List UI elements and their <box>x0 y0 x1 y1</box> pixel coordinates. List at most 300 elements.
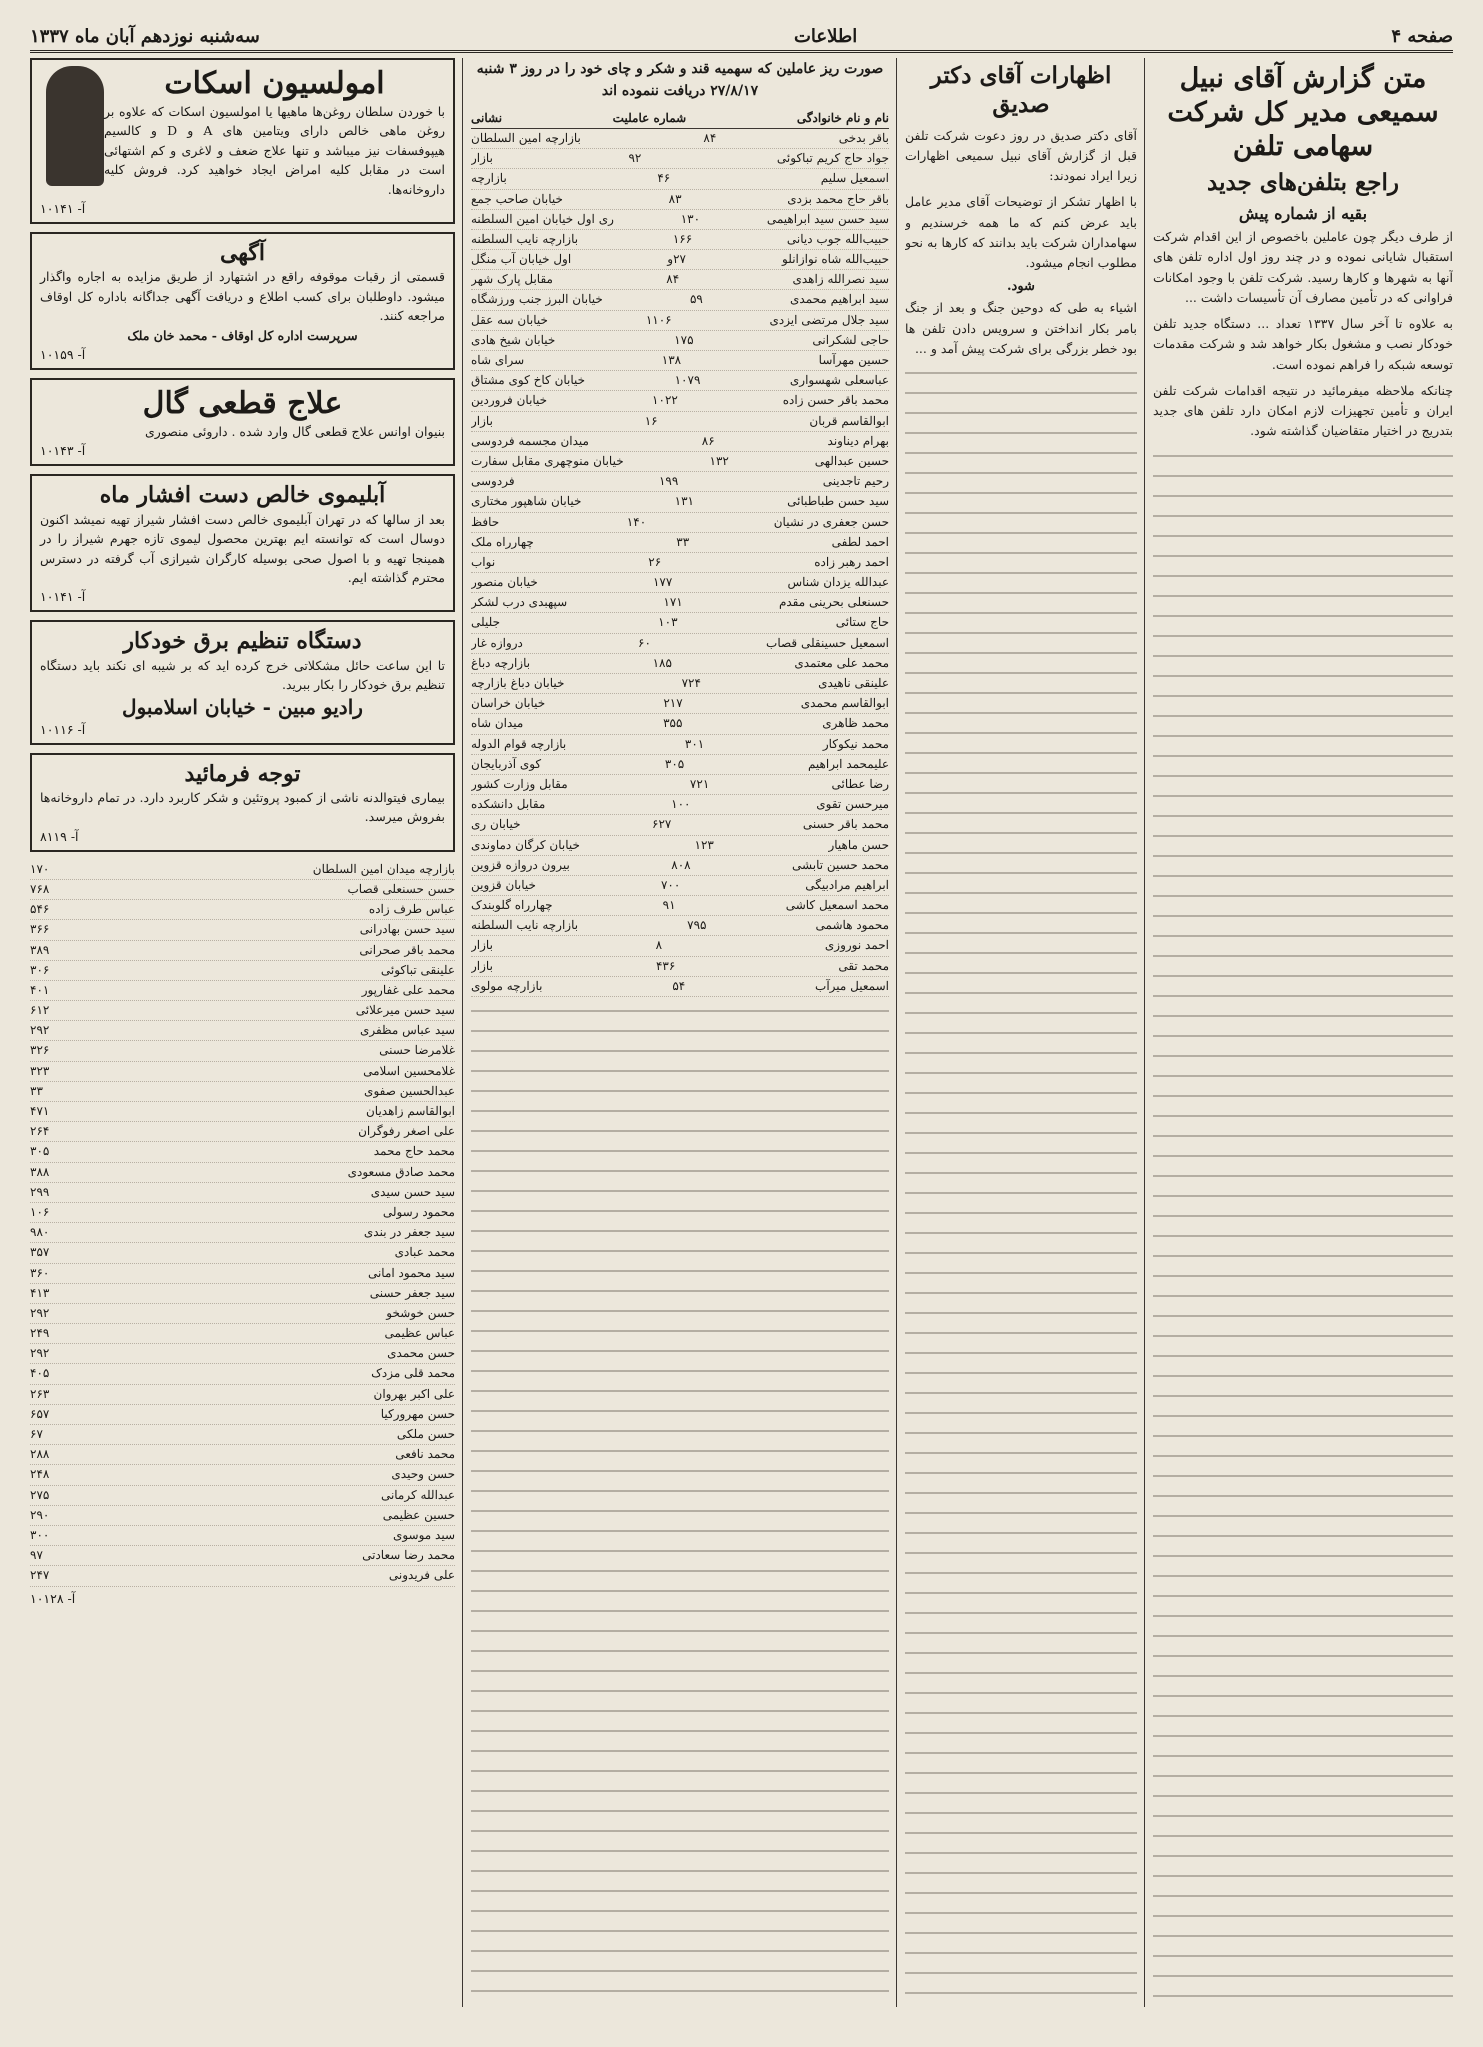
list-cell: حسین عظیمی <box>382 1507 455 1522</box>
list-cell: حبیب‌الله شاه نوازانلو <box>782 252 889 267</box>
list-item <box>30 1445 455 1465</box>
list-cell: سید حسن سیدی <box>370 1184 455 1199</box>
list-item <box>30 1021 455 1041</box>
list-item <box>471 472 889 492</box>
ad-title: توجه فرمائید <box>184 760 301 787</box>
list-cell: سپهبدی درب لشکر <box>471 595 568 610</box>
header-number: شماره عاملیت <box>612 110 687 125</box>
ad-notice-awqaf <box>30 232 455 370</box>
list-item <box>471 836 889 856</box>
ad-text: قسمتی از رقبات موقوفه راقع در اشتهارد از طریق مزایده به اجاره واگذار میشود. داوطلبان برای کسب اطلاع و دریافت آگهی جداگانه باداره کل اوقاف مراجعه کنند. <box>40 269 445 324</box>
list-cell: حسن ملکی <box>396 1427 455 1441</box>
list-item <box>30 1163 455 1183</box>
agents-list-continued <box>30 860 455 1587</box>
list-continuation <box>471 1003 889 2007</box>
list-cell: جلیلی <box>471 615 500 630</box>
list-cell: سید محمود امانی <box>367 1265 455 1280</box>
list-item <box>30 900 455 920</box>
list-cell: محمد حاج محمد <box>373 1144 455 1159</box>
list-cell: ۲۴۸ <box>30 1467 50 1482</box>
list-cell: ۲۴۷ <box>30 1568 50 1583</box>
list-cell: ۴۶ <box>657 171 671 186</box>
list-item <box>30 1223 455 1243</box>
list-cell: خیابان البرز جنب ورزشگاه <box>471 292 603 307</box>
list-cell: سید جعفر در بندی <box>363 1225 455 1240</box>
list-item <box>471 856 889 876</box>
list-cell: چهارراه ملک <box>471 534 534 549</box>
list-cell: بازارچه قوام الدوله <box>471 736 567 751</box>
list-cell: بازار <box>471 958 493 973</box>
list-item <box>30 1284 455 1304</box>
list-item <box>471 775 889 795</box>
list-cell: حسن مهرورکیا <box>380 1406 455 1421</box>
list-cell: ۳۲۶ <box>30 1043 50 1058</box>
list-item <box>30 1465 455 1485</box>
list-cell: ۹۲ <box>628 151 642 166</box>
list-cell: ۷۲۱ <box>689 776 710 791</box>
list-item <box>30 860 455 880</box>
list-cell: غلامحسین اسلامی <box>363 1063 455 1078</box>
list-cell: ۱۷۷ <box>652 575 673 590</box>
list-cell: ۶۱۲ <box>30 1003 50 1018</box>
list-cell: حسن ماهیار <box>828 837 889 852</box>
list-cell: حافظ <box>471 514 500 529</box>
list-cell: بازارچه میدان امین السلطان <box>312 861 455 876</box>
list-cell: احمد نوروزی <box>824 938 889 953</box>
list-cell: جواد حاج کریم تباکوئی <box>776 151 889 166</box>
list-cell: محمد باقر صحرانی <box>359 942 455 957</box>
list-cell: ۳۸۹ <box>30 942 50 957</box>
column-sadigh-statement <box>905 58 1137 2007</box>
ad-title: دستگاه تنظیم برق خودکار <box>123 628 362 655</box>
list-item <box>471 573 889 593</box>
list-cell: ۸۴ <box>666 272 680 287</box>
list-cell: ۱۷۵ <box>674 332 694 347</box>
article-text-block <box>905 365 1137 2007</box>
list-cell: ری اول خیابان امین السلطنه <box>471 211 614 226</box>
list-item <box>471 371 889 391</box>
headline: اظهارات آقای دکتر صدیق <box>930 62 1112 118</box>
list-item <box>471 351 889 371</box>
list-item <box>30 1566 455 1586</box>
section-break: شود. <box>1007 279 1035 295</box>
list-cell: ۳۰۱ <box>684 736 705 751</box>
list-cell: خیابان خراسان <box>471 696 546 711</box>
list-cell: ۴۱۳ <box>30 1285 50 1300</box>
list-cell: سید جعفر حسنی <box>369 1285 455 1300</box>
list-cell: مقابل پارک شهر <box>471 272 553 287</box>
ad-text: با خوردن سلطان روغن‌ها ماهیها یا امولسیون اسکات که علاوه بر روغن ماهی خالص دارای ویتامین های A و D و کالسیم هیپوفسفات نیز میباشد و تنها علاج ضعف و لاغری و کم اشتهائی است در مقابل کلیه امراض ایجاد خواهید کرد. فروش کلیه داروخانه‌ها. <box>104 104 446 197</box>
list-cell: ۲۶۴ <box>30 1124 50 1139</box>
list-item <box>30 1203 455 1223</box>
list-cell: ابراهیم مرادبیگی <box>805 877 889 892</box>
ad-attention <box>30 753 455 852</box>
list-cell: ۱۳۰ <box>680 211 701 226</box>
ad-code: آ- ۱۰۱۴۱ <box>40 589 86 605</box>
list-cell: ابوالقاسم زاهدیان <box>365 1104 455 1118</box>
ad-code: آ- ۱۰۱۴۳ <box>40 443 86 459</box>
list-cell: مقابل دانشکده <box>471 797 546 812</box>
list-item <box>471 290 889 310</box>
list-item <box>30 1344 455 1364</box>
list-item <box>471 674 889 694</box>
list-cell: احمد رهبر زاده <box>814 554 889 569</box>
column-agents-list <box>471 58 889 2007</box>
ad-lime-juice <box>30 474 455 612</box>
list-cell: حسن محمدی <box>387 1346 455 1361</box>
article-paragraph: با اظهار تشکر از توضیحات آقای مدیر عامل باید عرض کنم که ما همه خرسندیم و سهامداران شرکت باید بدانند که کارها به نحو مطلوب انجام میشود. <box>905 194 1137 270</box>
list-cell: ۸۶ <box>701 433 715 448</box>
list-cell: علینقی ناهیدی <box>818 676 889 691</box>
list-item <box>471 957 889 977</box>
list-cell: حاجی لشکرانی <box>812 332 889 347</box>
list-item <box>30 1183 455 1203</box>
list-item <box>30 1486 455 1506</box>
list-cell: عباس طرف زاده <box>368 902 455 917</box>
list-cell: سید ابراهیم محمدی <box>790 292 889 307</box>
list-cell: ۱۹۹ <box>658 474 679 489</box>
list-cell: باقر حاج محمد بزدی <box>787 191 889 206</box>
list-cell: ۶۲۷ <box>652 817 672 832</box>
ad-title: آگهی <box>219 239 266 266</box>
column-advertisements <box>30 58 455 2007</box>
list-cell: ۳۶۶ <box>30 922 50 937</box>
list-cell: ۳۲۳ <box>30 1063 50 1078</box>
list-cell: محمد باقر حسن زاده <box>782 393 889 408</box>
list-cell: ۲۷۵ <box>30 1487 50 1502</box>
list-item <box>30 1405 455 1425</box>
list-cell: ۸۴ <box>703 130 717 145</box>
list-item <box>30 1304 455 1324</box>
list-cell: اول خیابان آب منگل <box>471 252 572 267</box>
list-cell: ۳۰۶ <box>30 962 50 977</box>
list-item <box>471 714 889 734</box>
list-cell: ۷۰۰ <box>660 877 681 892</box>
list-cell: عبدالله یزدان شناس <box>787 575 889 590</box>
list-item <box>30 1425 455 1445</box>
list-cell: ۱۸۵ <box>652 655 672 670</box>
list-cell: خیابان شیخ هادی <box>471 332 556 347</box>
list-cell: ۶۵۷ <box>30 1406 50 1421</box>
column-telephone-report <box>1153 58 1453 2007</box>
ad-title: امولسیون اسکات <box>164 66 385 101</box>
fisherman-illustration <box>46 66 104 186</box>
list-cell: علی فریدونی <box>388 1568 455 1583</box>
list-item <box>30 1001 455 1021</box>
list-item <box>471 412 889 432</box>
list-item <box>30 1546 455 1566</box>
list-cell: بازارچه دباغ <box>471 655 531 670</box>
list-cell: حسین مهرآسا <box>818 353 889 368</box>
list-cell: ۳۵۵ <box>663 716 683 731</box>
list-cell: دروازه غار <box>471 635 523 650</box>
list-cell: کوی آذربایجان <box>471 756 542 771</box>
header-address: نشانی <box>471 110 503 125</box>
column-divider <box>1144 58 1145 2007</box>
list-cell: ۴۰۱ <box>30 982 50 997</box>
agents-list <box>471 129 889 997</box>
list-item <box>30 880 455 900</box>
list-cell: اسمعیل حسینقلی قصاب <box>766 635 889 650</box>
list-cell: غلامرضا حسنی <box>379 1043 455 1058</box>
article-paragraph: چنانکه ملاحظه میفرمائید در نتیجه اقدامات شرکت تلفن ایران و تأمین تجهیزات لازم امکان دارد تلفن های جدید بتدریج در اختیار متقاضیان گذاشته شود. <box>1153 382 1453 439</box>
list-header <box>471 109 889 129</box>
list-cell: سرای شاه <box>471 353 525 368</box>
list-cell: حسین عبدالهی <box>814 453 889 468</box>
list-item <box>471 230 889 250</box>
list-cell: بازار <box>471 151 493 166</box>
list-cell: ۹۷ <box>30 1548 43 1563</box>
list-item <box>471 513 889 533</box>
kicker: بقیه از شماره پیش <box>1238 204 1368 223</box>
list-item <box>471 694 889 714</box>
header-name: نام و نام خانوادگی <box>796 110 889 125</box>
list-cell: خیابان سه عقل <box>471 312 548 327</box>
list-item <box>471 533 889 553</box>
article-paragraph: آقای دکتر صدیق در روز دعوت شرکت تلفن قبل از گزارش آقای نبیل سمیعی اظهارات زیرا ایراد نمودند: <box>905 127 1137 183</box>
list-item <box>471 129 889 149</box>
list-cell: ۶۰ <box>638 635 651 650</box>
list-item <box>471 452 889 472</box>
article-paragraph: اشیاء به طی که دوحین جنگ و بعد از جنگ بامر بکار انداختن و سرویس دادن تلفن ها بود خطر بزرگی برای شرکت پیش آمد و ... <box>905 300 1137 356</box>
list-item <box>471 250 889 270</box>
list-cell: ۱۳۱ <box>674 494 694 509</box>
list-item <box>471 593 889 613</box>
list-cell: سید جلال مرتضی ایزدی <box>769 312 889 327</box>
list-cell: علی اکبر بهروان <box>373 1386 455 1401</box>
list-cell: ۸۳ <box>668 191 682 206</box>
list-cell: اسمعیل میرآب <box>815 978 889 993</box>
list-cell: سید حسن سید ابراهیمی <box>766 211 889 226</box>
list-item <box>471 311 889 331</box>
column-divider <box>462 58 463 2007</box>
list-cell: محمد علی غفارپور <box>361 982 455 997</box>
list-item <box>471 654 889 674</box>
list-cell: ۴۰۵ <box>30 1366 50 1381</box>
list-item <box>30 1142 455 1162</box>
ad-code: آ- ۱۰۱۵۹ <box>40 346 86 362</box>
list-cell: محمد نافعی <box>395 1447 455 1462</box>
list-cell: ۲۹۲ <box>30 1023 50 1038</box>
list-cell: حسن خوشخو <box>386 1305 455 1320</box>
list-cell: ۶۷ <box>30 1427 43 1441</box>
list-cell: محمد نیکوکار <box>822 736 889 751</box>
list-cell: سید حسن طباطبائی <box>787 494 889 509</box>
ad-text: بعد از سالها که در تهران آبلیموی خالص دست افشار شیراز تهیه نمیشد اکنون دوسال است که توانسته ایم بهترین محصول لیموی تازه جهرم شیراز را در همینجا تهیه و با اصول صحی بوسیله کارگران شیرازی آب گرفته در دسترس محترم گذاشته ایم. <box>40 511 445 585</box>
list-cell: ۵۹ <box>689 292 703 307</box>
list-cell: ابوالقاسم محمدی <box>800 696 889 711</box>
list-code: آ- ۱۰۱۲۸ <box>30 1590 76 1606</box>
list-cell: محمد باقر حسنی <box>802 817 889 832</box>
ad-title: آبلیموی خالص دست افشار ماه <box>99 482 386 509</box>
list-item <box>471 735 889 755</box>
list-cell: محمد ظاهری <box>822 716 889 731</box>
list-cell: ۱۶ <box>644 413 658 428</box>
list-cell: عباسعلی شهسواری <box>789 373 889 388</box>
list-cell: ۵۴۶ <box>30 902 50 917</box>
list-cell: ۷۹۵ <box>687 918 707 933</box>
list-cell: ۲۶ <box>648 554 662 569</box>
article-text-block <box>1153 448 1453 2008</box>
list-cell: خیابان منصور <box>471 575 538 590</box>
list-cell: باقر بدخی <box>838 130 889 145</box>
list-cell: ۲۸۸ <box>30 1447 50 1462</box>
list-cell: فردوسی <box>471 474 515 489</box>
list-cell: خیابان شاهپور مختاری <box>471 494 582 509</box>
list-cell: خیابان دباغ بازارچه <box>471 676 565 691</box>
list-cell: بازارچه نایب السلطنه <box>471 231 579 246</box>
list-cell: میرحسن تقوی <box>816 797 889 812</box>
list-cell: ۷۲۴ <box>681 676 701 691</box>
list-cell: خیابان قزوین <box>471 877 536 892</box>
list-cell: خیابان کرگان دماوندی <box>471 837 580 852</box>
list-cell: سید حسن بهادرانی <box>359 922 455 937</box>
list-item <box>471 916 889 936</box>
list-item <box>30 1122 455 1142</box>
list-cell: ۱۱۰۶ <box>645 312 672 327</box>
list-item <box>30 981 455 1001</box>
list-item <box>30 1264 455 1284</box>
issue-date: سه‌شنبه نوزدهم آبان ماه ۱۳۳۷ <box>30 25 260 47</box>
list-cell: ۹۱ <box>662 898 676 913</box>
list-cell: محمد حسین تابشی <box>792 857 889 872</box>
list-cell: محمد علی معتمدی <box>794 655 889 670</box>
list-cell: حسن حسنعلی قصاب <box>347 881 455 896</box>
list-cell: خیابان صاحب جمع <box>471 191 563 206</box>
list-item <box>30 1385 455 1405</box>
list-cell: چهارراه گلوبندک <box>471 898 553 913</box>
ad-code: آ- ۱۰۱۱۶ <box>40 721 86 737</box>
list-cell: علی اصغر رفوگران <box>358 1124 455 1139</box>
list-cell: حسن وحیدی <box>391 1467 455 1482</box>
list-item <box>471 432 889 452</box>
list-cell: عباس عظیمی <box>384 1326 455 1341</box>
headline-secondary: راجع بتلفن‌های جدید <box>1207 169 1399 197</box>
list-cell: ۱۰۶ <box>30 1204 50 1219</box>
list-item <box>471 977 889 997</box>
list-cell: ۸۰۸ <box>671 857 691 872</box>
list-item <box>30 1526 455 1546</box>
list-cell: بازار <box>471 938 493 953</box>
list-cell: ۱۰۷۹ <box>674 373 701 388</box>
list-cell: ۴۳۶ <box>655 958 676 973</box>
list-item <box>471 634 889 654</box>
list-cell: ۷۶۸ <box>30 881 50 896</box>
list-cell: خیابان فروردین <box>471 393 548 408</box>
list-cell: بازارچه <box>471 171 507 186</box>
list-cell: ۲۶۳ <box>30 1386 50 1401</box>
list-item <box>471 755 889 775</box>
list-cell: محمود هاشمی <box>815 918 889 933</box>
list-item <box>471 149 889 169</box>
list-cell: بازارچه مولوی <box>471 978 543 993</box>
list-cell: اسمعیل سلیم <box>820 171 889 186</box>
list-cell: ۲۹۹ <box>30 1184 50 1199</box>
list-item <box>471 391 889 411</box>
list-cell: ۳۶۰ <box>30 1265 50 1280</box>
list-cell: خیابان ری <box>471 817 521 832</box>
list-cell: بهرام دیناوند <box>827 433 889 448</box>
page-number: صفحه ۴ <box>1391 25 1453 47</box>
list-item <box>30 1243 455 1263</box>
ad-text: بیماری فیتوالدنه ناشی از کمبود پروتئین و شکر کاربرد دارد. در تمام داروخانه‌ها بفروش میرسد. <box>40 790 445 825</box>
list-item <box>471 936 889 956</box>
list-cell: ۸ <box>655 938 663 953</box>
list-cell: ۹۸۰ <box>30 1225 50 1240</box>
list-cell: بازارچه نایب السلطنه <box>471 918 579 933</box>
list-cell: ۳۳ <box>676 534 690 549</box>
article-paragraph: به علاوه تا آخر سال ۱۳۳۷ تعداد ... دستگاه جدید تلفن خودکار نصب و مشغول بکار خواهد شد و شرکت مقدمات توسعه شبکه را فراهم نموده است. <box>1153 316 1453 372</box>
list-cell: ۱۲۳ <box>694 837 714 852</box>
ad-voltage-regulator <box>30 620 455 744</box>
list-cell: ۲۹۲ <box>30 1305 50 1320</box>
list-item <box>30 1324 455 1344</box>
list-item <box>471 492 889 512</box>
list-cell: حسن جعفری در نشیان <box>773 514 889 529</box>
list-item <box>30 1102 455 1122</box>
ad-scabies-cure <box>30 378 455 466</box>
list-cell: مقابل وزارت کشور <box>471 776 568 791</box>
list-cell: ۱۳۸ <box>661 353 682 368</box>
list-cell: ۳۰۰ <box>30 1527 50 1542</box>
list-cell: خیابان کاخ کوی مشتاق <box>471 373 586 388</box>
masthead <box>30 22 1453 53</box>
list-item <box>30 1041 455 1061</box>
list-item <box>30 1364 455 1384</box>
list-cell: محمد صادق مسعودی <box>347 1164 455 1179</box>
list-cell: رضا عطائی <box>831 776 889 791</box>
list-item <box>471 795 889 815</box>
list-item <box>30 920 455 940</box>
list-cell: ۱۰۳ <box>658 615 678 630</box>
list-item <box>471 613 889 633</box>
list-cell: محمد رضا سعادتی <box>362 1548 455 1563</box>
list-cell: سید موسوی <box>392 1527 455 1542</box>
list-cell: ۱۴۰ <box>626 514 647 529</box>
article-paragraph: از طرف دیگر چون عاملین باخصوص از این اقدام شرکت استقبال شایانی نموده و در چند روز اول اداره تلفن های آنها به شهرها و کارها رسید. شرکت تلفن با وجود امکانات فراوانی که در تأمین مصارف آن تأسیسات داشت ... <box>1153 229 1453 305</box>
list-cell: ۵۴ <box>672 978 686 993</box>
list-item <box>471 169 889 189</box>
list-cell: خیابان منوچهری مقابل سفارت <box>471 453 624 468</box>
list-item <box>30 961 455 981</box>
list-cell: محمود رسولی <box>382 1204 455 1219</box>
list-item <box>30 1062 455 1082</box>
ad-text: تا این ساعت حائل مشکلاتی خرج کرده اید که بر شیبه ای نکند باید دستگاه تنظیم برق خودکار را بکار ببرید. <box>40 657 445 693</box>
list-cell: ۱۶۶ <box>672 231 693 246</box>
list-cell: سید حسن میرعلائی <box>355 1003 455 1018</box>
list-item <box>471 553 889 573</box>
list-cell: میدان شاه <box>471 716 524 731</box>
list-item <box>471 190 889 210</box>
list-cell: ۲۱۷ <box>663 696 683 711</box>
list-item <box>471 896 889 916</box>
list-cell: محمد اسمعیل کاشی <box>785 898 889 913</box>
list-item <box>471 270 889 290</box>
list-cell: بیرون دروازه قزوین <box>471 857 570 872</box>
list-item <box>471 331 889 351</box>
list-cell: محمد تقی <box>838 958 889 973</box>
list-cell: ۱۷۰ <box>30 861 50 876</box>
list-cell: ۱۰۰ <box>671 797 691 812</box>
ad-code: آ- ۸۱۱۹ <box>40 828 79 844</box>
list-cell: ۲۹۲ <box>30 1346 50 1361</box>
headline: متن گزارش آقای نبیل سمیعی مدیر کل شرکت سهامی تلفن <box>1167 63 1439 162</box>
ad-text: بنیوان اوانس علاج قطعی گال وارد شده . داروئی منصوری <box>144 423 445 439</box>
list-cell: ۲۹۰ <box>30 1507 50 1522</box>
list-cell: ۴۷۱ <box>30 1104 50 1118</box>
list-cell: حبیب‌الله جوب دیانی <box>786 231 889 246</box>
list-cell: میدان مجسمه فردوسی <box>471 433 589 448</box>
